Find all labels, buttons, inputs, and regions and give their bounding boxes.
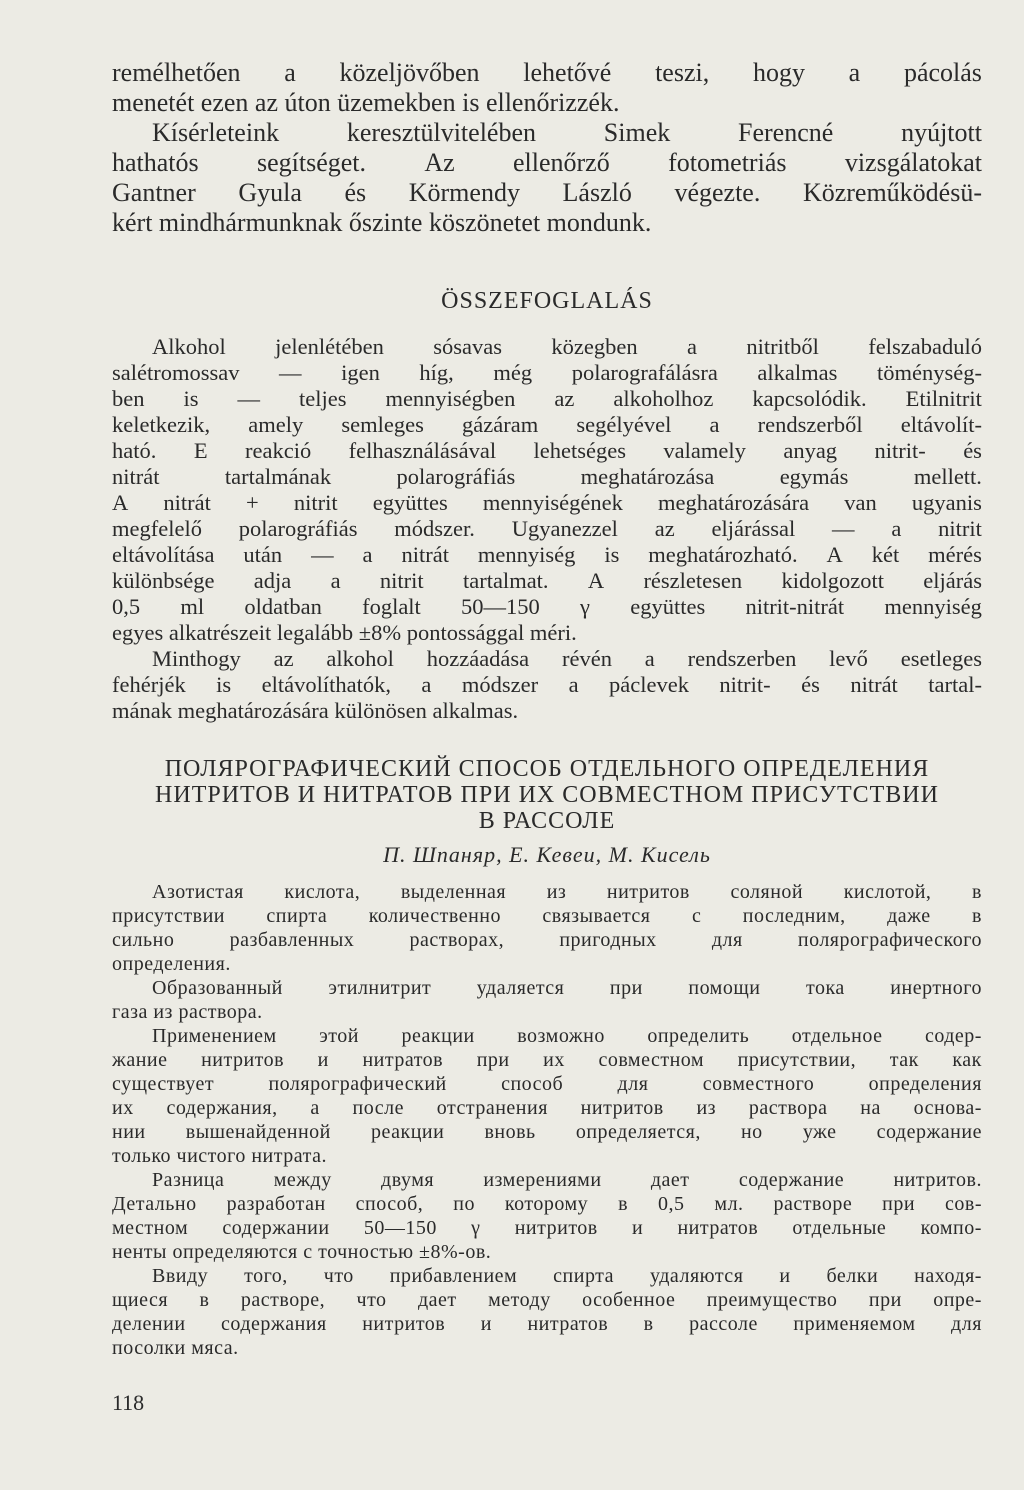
russian-paragraphs [112, 880, 982, 1360]
text-line: menetét ezen az úton üzemekben is ellenőrizzék. [112, 88, 620, 117]
summary-paragraphs [112, 334, 982, 724]
text-line: их содержания, а после отстранения нитритов из раствора на основа- [112, 1097, 982, 1119]
text-line: nitrát tartalmának polarográfiás meghatározása egymás mellett. [112, 464, 982, 489]
text-line: нии вышенайденной реакции вновь определяется, но уже содержание [112, 1121, 982, 1143]
text-line: hathatós segítséget. Az ellenőrző fotometriás vizsgálatokat [112, 148, 982, 177]
text-line: газа из раствора. [112, 1001, 263, 1023]
text-line: 0,5 ml oldatban foglalt 50—150 γ együttes nitrit-nitrát mennyiség [112, 594, 982, 619]
text-line: Gantner Gyula és Körmendy László végezte. Közreműködésü- [112, 178, 982, 207]
text-line: megfelelő polarográfiás módszer. Ugyanezzel az eljárással — a nitrit [112, 516, 982, 541]
text-line: Применением этой реакции возможно определить отдельное содер- [152, 1025, 982, 1047]
text-line: щиеся в растворе, что дает методу особенное преимущество при опре- [112, 1289, 982, 1311]
text-line: remélhetően a közeljövőben lehetővé teszi, hogy a pácolás [112, 58, 982, 87]
text-line: местном содержании 50—150 γ нитритов и нитратов отдельные компо- [112, 1217, 982, 1239]
text-line: egyes alkatrészeit legalább ±8% pontossággal méri. [112, 620, 577, 645]
text-line: ható. E reakció felhasználásával lehetséges valamely anyag nitrit- és [112, 438, 982, 463]
text-line: ben is — teljes mennyiségben az alkoholhoz kapcsolódik. Etilnitrit [112, 386, 982, 411]
text-line: Ввиду того, что прибавлением спирта удаляются и белки находя- [152, 1265, 982, 1287]
title-line: В РАССОЛЕ [478, 808, 616, 834]
text-line: mának meghatározására különösen alkalmas. [112, 698, 519, 723]
text-line: salétromossav — igen híg, még polarografálásra alkalmas töménység- [112, 360, 982, 385]
text-line: fehérjék is eltávolíthatók, a módszer a páclevek nitrit- és nitrát tartal- [112, 672, 982, 697]
text-line: A nitrát + nitrit együttes mennyiségének meghatározására van ugyanis [112, 490, 982, 515]
intro-paragraphs [112, 58, 982, 238]
title-line: НИТРИТОВ И НИТРАТОВ ПРИ ИХ СОВМЕСТНОМ ПРИСУТСТВИИ [155, 782, 939, 808]
summary-heading: ÖSSZEFOGLALÁS [441, 288, 653, 314]
text-line: Kísérleteink keresztülvitelében Simek Ferencné nyújtott [152, 118, 982, 147]
page-number: 118 [112, 1390, 145, 1415]
text-line: ненты определяются с точностью ±8%-ов. [112, 1241, 492, 1263]
text-line: Детально разработан способ, по которому в 0,5 мл. растворе при сов- [112, 1193, 982, 1215]
text-line: существует полярографический способ для совместного определения [112, 1073, 982, 1095]
text-line: keletkezik, amely semleges gázáram segélyével a rendszerből eltávolít- [112, 412, 982, 437]
title-line: ПОЛЯРОГРАФИЧЕСКИЙ СПОСОБ ОТДЕЛЬНОГО ОПРЕДЕЛЕНИЯ [164, 756, 930, 782]
text-line: присутствии спирта количественно связывается с последним, даже в [112, 905, 982, 927]
russian-title [112, 756, 982, 834]
text-line: Minthogy az alkohol hozzáadása révén a rendszerben levő esetleges [152, 646, 982, 671]
text-line: посолки мяса. [112, 1337, 239, 1359]
text-line: сильно разбавленных растворах, пригодных для полярографического [112, 929, 982, 951]
text-line: különbsége adja a nitrit tartalmat. A részletesen kidolgozott eljárás [112, 568, 982, 593]
text-line: kért mindhármunknak őszinte köszönetet mondunk. [112, 208, 652, 237]
text-line: делении содержания нитритов и нитратов в рассоле применяемом для [112, 1313, 982, 1335]
text-line: Разница между двумя измерениями дает содержание нитритов. [152, 1169, 982, 1191]
authors: П. Шпаняр, Е. Кевеи, М. Кисель [383, 842, 711, 867]
text-line: eltávolítása után — a nitrát mennyiség is meghatározható. A két mérés [112, 542, 982, 567]
text-line: жание нитритов и нитратов при их совместном присутствии, так как [112, 1049, 982, 1071]
text-line: Alkohol jelenlétében sósavas közegben a nitritből felszabaduló [152, 334, 982, 359]
text-line: Образованный этилнитрит удаляется при помощи тока инертного [152, 977, 982, 999]
text-line: определения. [112, 953, 231, 975]
text-line: только чистого нитрата. [112, 1145, 327, 1167]
text-line: Азотистая кислота, выделенная из нитритов соляной кислотой, в [152, 881, 982, 903]
